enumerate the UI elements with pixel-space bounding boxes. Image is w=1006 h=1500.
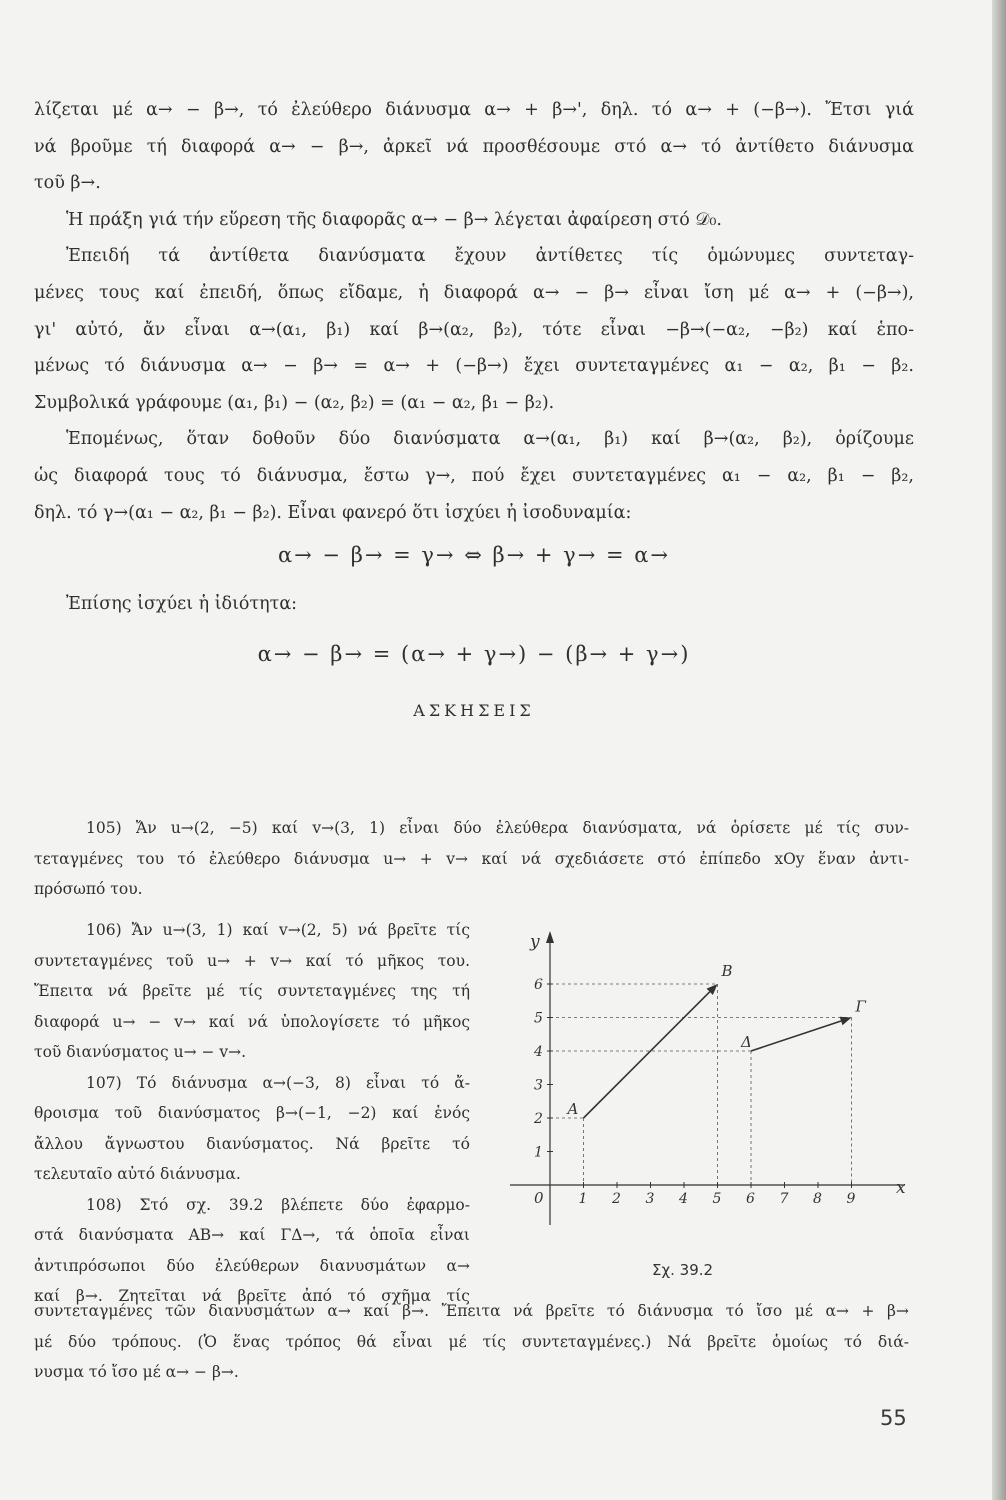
text-line: Συμβολικά γράφουμε (α₁, β₁) − (α₂, β₂) = (α₁ − α₂, β₁ − β₂).: [34, 392, 555, 413]
vector-gd-line: [751, 1021, 841, 1051]
origin-label: 0: [534, 1189, 544, 1207]
x-tick-label: 3: [645, 1191, 655, 1207]
text-line: διαφορά u→ − v→ καί νά ὑπολογίσετε τό μῆκος: [34, 1012, 470, 1031]
x-tick-label: 2: [612, 1191, 621, 1207]
text-line: δηλ. τό γ→(α₁ − α₂, β₁ − β₂). Εἶναι φανερό ὅτι ἰσχύει ἡ ἰσοδυναμία:: [34, 502, 632, 523]
text-line: Ἐπειδή τά ἀντίθετα διανύσματα ἔχουν ἀντίθετες τίς ὁμώνυμες συντεταγ-: [66, 246, 914, 267]
formula-equivalence: α→ − β→ = γ→ ⇔ β→ + γ→ = α→: [277, 543, 671, 568]
text-line: νά βροῦμε τή διαφορά α→ − β→, ἀρκεῖ νά προσθέσουμε στό α→ τό ἀντίθετο διάνυσμα: [34, 136, 914, 157]
figure-39-2: [510, 925, 910, 1235]
point-label: A: [567, 1100, 579, 1118]
exercises-106-108: [34, 915, 470, 1312]
text-line: μέ δύο τρόπους. (Ὁ ἕνας τρόπος θά εἶναι μέ τίς συντεταγμένες.) Νά βρεῖτε ὁμοίως τό διά-: [34, 1332, 909, 1351]
text-line: ἀντιπρόσωποι δύο ἐλεύθερων διανυσμάτων α→: [34, 1256, 470, 1275]
text-line: νυσμα τό ἴσο μέ α→ − β→.: [34, 1363, 239, 1381]
x-tick-label: 7: [779, 1191, 789, 1207]
text-line: καί β→. Ζητεῖται νά βρεῖτε ἀπό τό σχῆμα τίς: [34, 1287, 470, 1305]
text-line: μένως τό διάνυσμα α→ − β→ = α→ + (−β→) ἔχει συντεταγμένες α₁ − α₂, β₁ − β₂.: [34, 356, 914, 377]
text-line: λίζεται μέ α→ − β→, τό ἐλεύθερο διάνυσμα α→ + β→', δηλ. τό α→ + (−β→). Ἔτσι γιά: [34, 100, 914, 120]
x-axis-label: x: [896, 1178, 906, 1198]
text-line: 108) Στό σχ. 39.2 βλέπετε δύο ἐφαρμο-: [86, 1195, 470, 1214]
y-tick-label: 1: [534, 1144, 543, 1161]
main-text: [34, 92, 914, 728]
point-label: Δ: [741, 1033, 752, 1051]
text-line: στά διανύσματα AB→ καί ΓΔ→, τά ὁποῖα εἶναι: [34, 1226, 470, 1244]
text-line: μένες τους καί ἐπειδή, ὅπως εἴδαμε, ἡ διαφορά α→ − β→ εἶναι ἴση μέ α→ + (−β→),: [34, 282, 914, 303]
text-line: 105) Ἄν u→(2, −5) καί v→(3, 1) εἶναι δύο ἐλεύθερα διανύσματα, νά ὁρίσετε μέ τίς συν-: [86, 819, 909, 837]
figure-caption: Σχ. 39.2: [652, 1261, 714, 1279]
x-tick-label: 6: [746, 1191, 755, 1207]
exercise-108-continued: [34, 1296, 909, 1388]
formula-property: α→ − β→ = (α→ + γ→) − (β→ + γ→): [257, 642, 691, 667]
x-tick-label: 8: [813, 1191, 822, 1207]
text-line: 106) Ἄν u→(3, 1) καί v→(2, 5) νά βρεῖτε τίς: [86, 921, 470, 939]
text-line: ἄλλου ἄγνωστου διανύσματος. Νά βρεῖτε τό: [34, 1134, 470, 1153]
x-tick-label: 5: [712, 1191, 722, 1207]
text-line: ὡς διαφορά τους τό διάνυσμα, ἔστω γ→, πού ἔχει συντεταγμένες α₁ − α₂, β₁ − β₂,: [34, 465, 914, 486]
point-label: B: [721, 962, 733, 980]
text-line: συντεταγμένες τοῦ u→ + v→ καί τό μῆκος του.: [34, 951, 470, 970]
vector-gd-arrowhead: [840, 1017, 852, 1026]
text-line: Ἐπίσης ἰσχύει ἡ ἰδιότητα:: [66, 593, 298, 614]
exercises-heading: ΑΣΚΗΣΕΙΣ: [413, 700, 535, 720]
text-line: Ἔπειτα νά βρεῖτε μέ τίς συντεταγμένες της τή: [34, 982, 470, 1000]
y-axis-label: y: [530, 932, 540, 952]
text-line: Ἑπομένως, ὅταν δοθοῦν δύο διανύσματα α→(α₁, β₁) καί β→(α₂, β₂), ὁρίζουμε: [66, 429, 914, 450]
text-line: τοῦ β→.: [34, 173, 101, 194]
y-tick-label: 2: [534, 1111, 543, 1127]
x-tick-label: 1: [578, 1191, 588, 1207]
page-binding-edge: [992, 0, 1006, 1500]
page-number: 55: [880, 1406, 907, 1430]
text-line: 107) Τό διάνυσμα α→(−3, 8) εἶναι τό ἄ-: [86, 1073, 470, 1092]
text-line: τοῦ διανύσματος u→ − v→.: [34, 1043, 247, 1061]
y-tick-label: 3: [534, 1077, 543, 1094]
y-axis-arrowhead: [546, 931, 554, 943]
y-tick-label: 5: [534, 1010, 543, 1027]
exercise-105: [34, 813, 909, 905]
point-label: Γ: [855, 997, 866, 1016]
text-line: θροισμα τοῦ διανύσματος β→(−1, −2) καί ἑνός: [34, 1104, 470, 1122]
text-line: συντεταγμένες τῶν διανυσμάτων α→ καί β→. Ἔπειτα νά βρεῖτε τό διάνυσμα τό ἴσο μέ α→ + β→: [34, 1302, 909, 1320]
text-line: πρόσωπό του.: [34, 880, 143, 898]
text-line: τελευταῖο αὐτό διάνυσμα.: [34, 1165, 241, 1183]
text-line: τεταγμένες του τό ἐλεύθερο διάνυσμα u→ + v→ καί νά σχεδιάσετε στό ἐπίπεδο xOy ἕναν ἀντι-: [34, 849, 909, 868]
text-line: γι' αὐτό, ἄν εἶναι α→(α₁, β₁) καί β→(α₂, β₂), τότε εἶναι −β→(−α₂, −β₂) καί ἑπο-: [34, 319, 914, 340]
text-line: Ἡ πράξη γιά τήν εὕρεση τῆς διαφορᾶς α→ − β→ λέγεται ἀφαίρεση στό 𝒟₀.: [66, 209, 722, 230]
x-tick-label: 4: [679, 1191, 688, 1207]
vector-ab-line: [584, 992, 710, 1118]
y-tick-label: 4: [534, 1044, 543, 1060]
y-tick-label: 6: [534, 977, 543, 993]
x-tick-label: 9: [846, 1191, 856, 1207]
